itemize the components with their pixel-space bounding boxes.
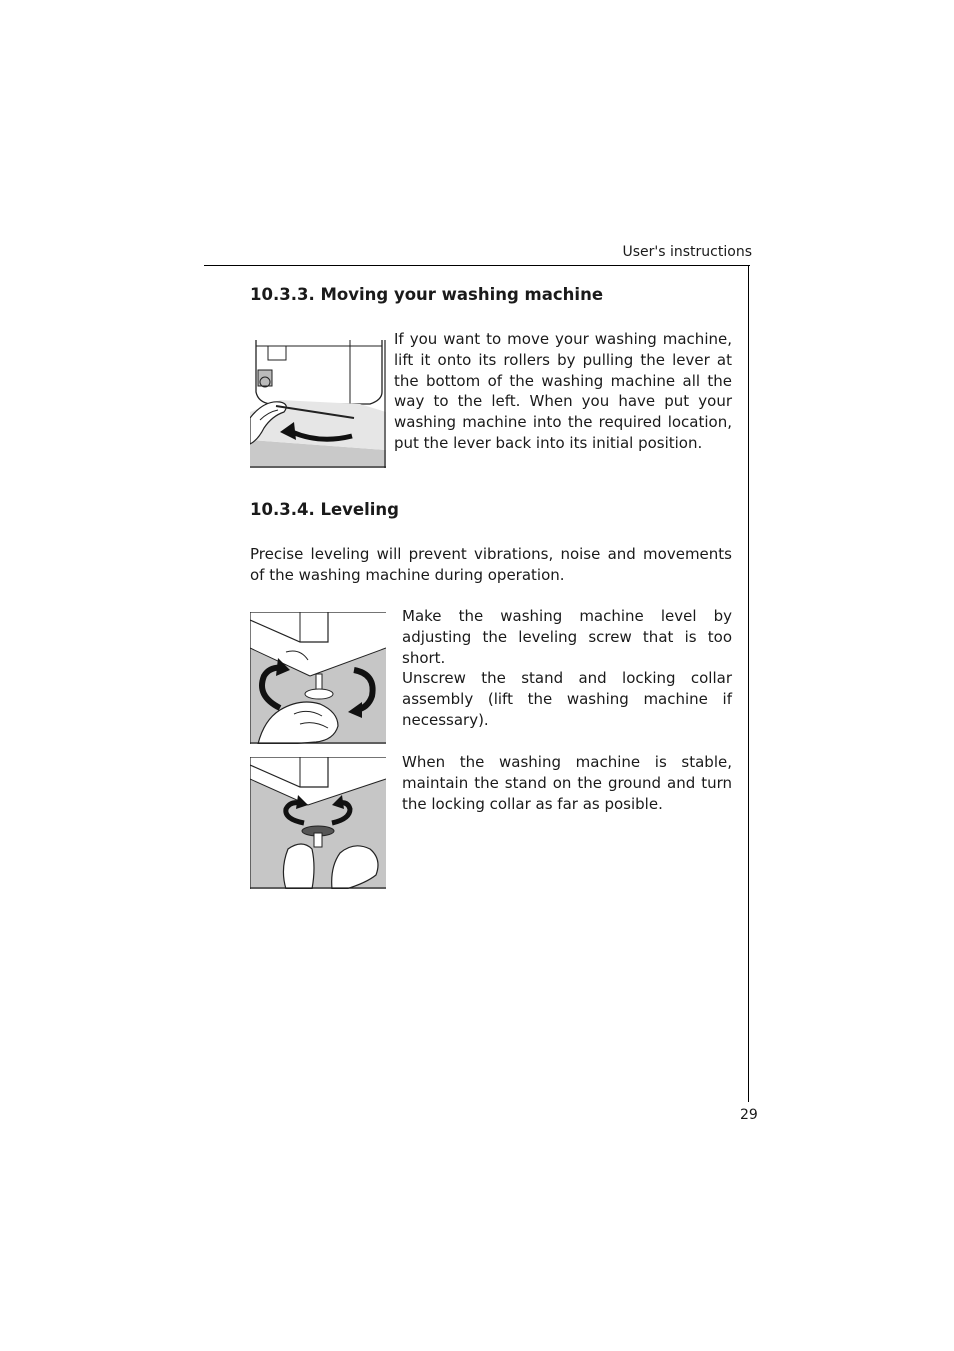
margin-rule	[748, 265, 749, 1102]
leveling-intro: Precise leveling will prevent vibrations, noise and movements of the washing machine during operation.	[250, 545, 732, 584]
step1-instructions	[402, 606, 732, 731]
step2-instructions: When the washing machine is stable, maintain the stand on the ground and turn the locking collar as far as posible.	[402, 753, 732, 813]
unscrew-stand-illustration-icon	[250, 612, 386, 744]
page-number: 29	[740, 1107, 758, 1123]
locking-collar-illustration-icon	[250, 757, 386, 889]
step1-line2: Unscrew the stand and locking collar assembly (lift the washing machine if necessary).	[402, 669, 732, 729]
moving-lever-illustration-icon	[250, 340, 386, 468]
section-title-moving: 10.3.3. Moving your washing machine	[250, 285, 604, 304]
moving-instructions: If you want to move your washing machine, lift it onto its rollers by pulling the lever at the bottom of the washing machine all the way to the left. When you have put your washing machine into the required location, put the lever back into its initial position.	[394, 330, 732, 452]
step1-line1: Make the washing machine level by adjusting the leveling screw that is too short.	[402, 607, 732, 667]
section-title-leveling: 10.3.4. Leveling	[250, 500, 399, 519]
header-rule	[204, 265, 750, 266]
running-header: User's instructions	[622, 244, 752, 260]
